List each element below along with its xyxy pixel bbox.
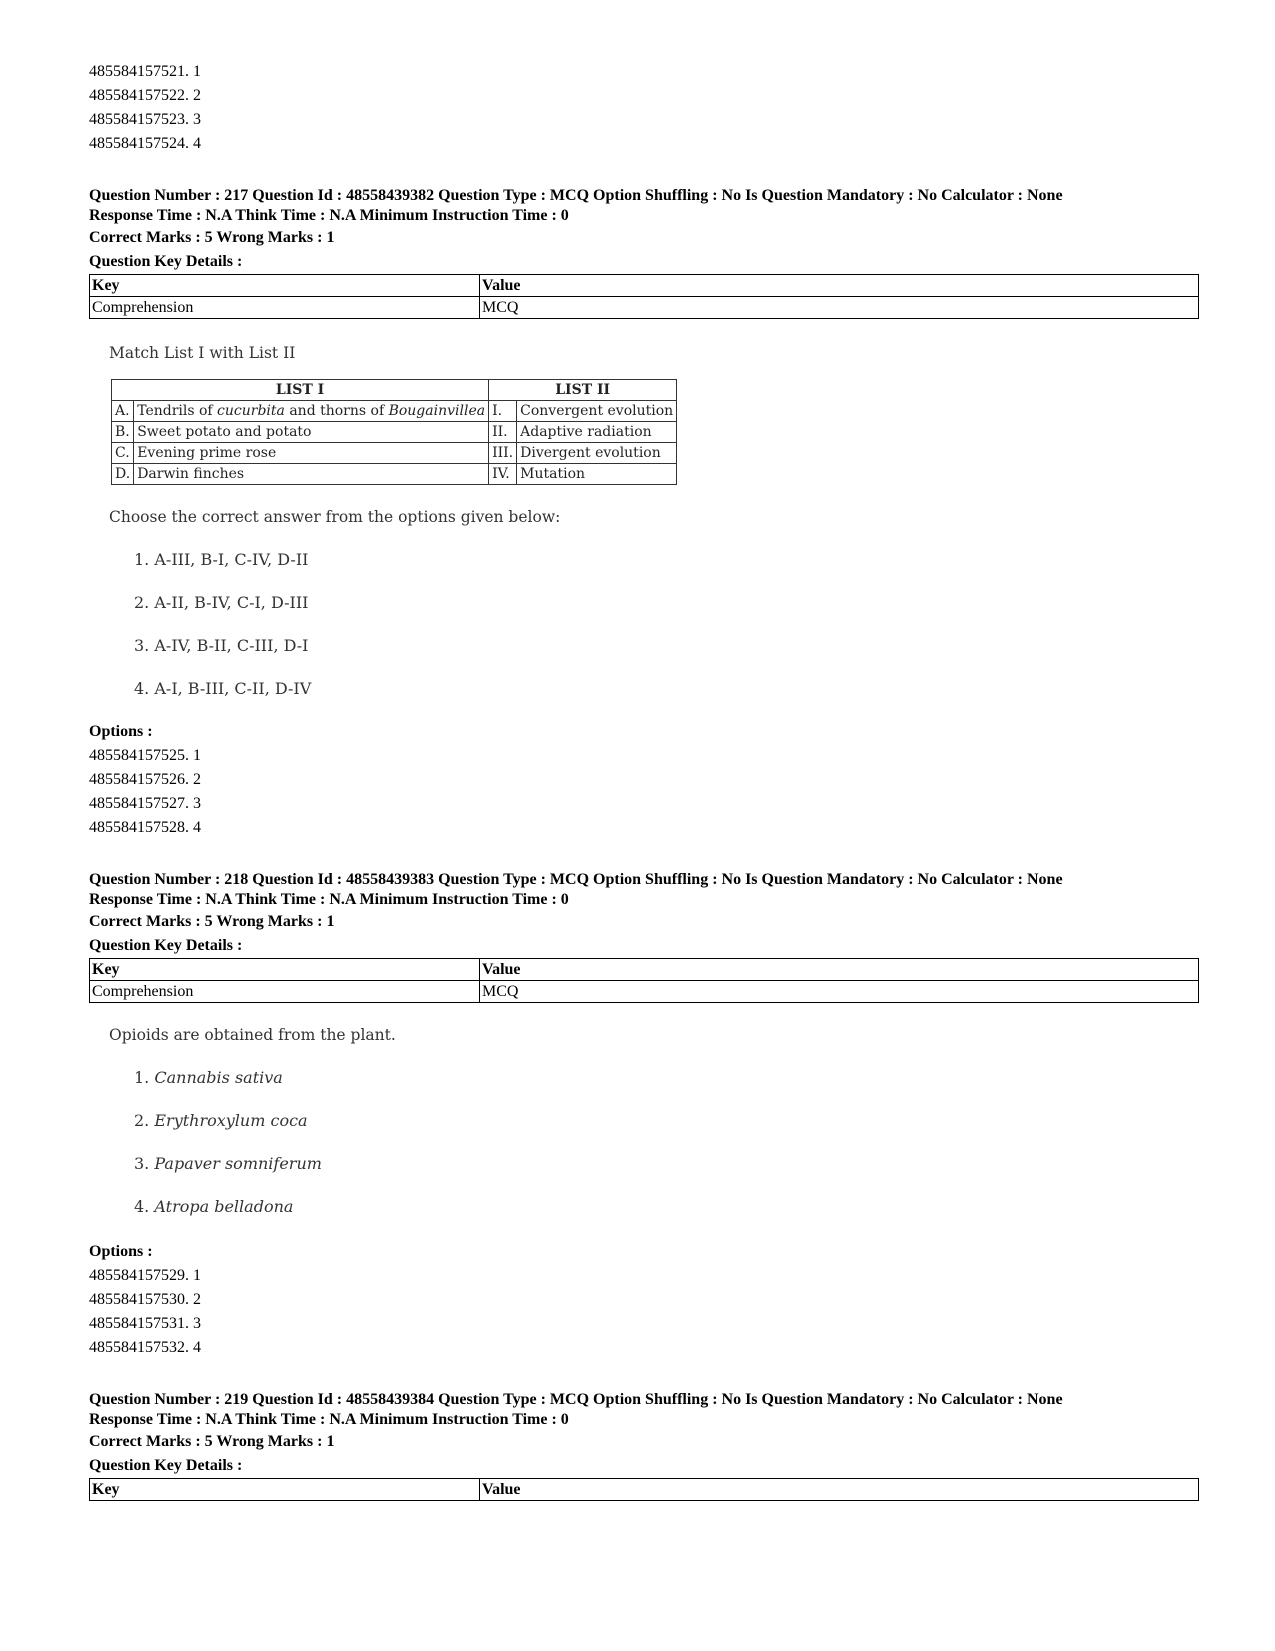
choice-item: 4. A-I, B-III, C-II, D-IV [134,679,312,698]
question-meta-line2: Response Time : N.A Think Time : N.A Minimum Instruction Time : 0 [89,207,569,224]
list1-item: Sweet potato and potato [134,422,489,443]
previous-options-list [89,60,1199,156]
row-roman: II. [489,422,517,443]
spacer [89,156,1199,186]
question-image [89,341,1199,702]
key-details-table [89,274,1199,319]
option-line: 485584157525. 1 [89,747,201,764]
list2-header: LIST II [489,380,677,401]
marks-line: Correct Marks : 5 Wrong Marks : 1 [89,1433,335,1450]
spacer [89,1360,1199,1390]
question-217 [89,186,1199,840]
list1-header: LIST I [112,380,489,401]
row-roman: IV. [489,464,517,485]
options-label: Options : [89,1243,153,1260]
choice-item: 1. A-III, B-I, C-IV, D-II [134,550,309,569]
match-list-table [111,379,677,485]
header-value: Value [480,959,1199,981]
table-row [112,464,677,485]
option-line: 485584157528. 4 [89,819,201,836]
row-letter: C. [112,443,134,464]
question-meta-line1: Question Number : 217 Question Id : 48558439382 Question Type : MCQ Option Shuffling : No Is Question Mandatory : No Calculator : None [89,187,1063,204]
question-stem: Opioids are obtained from the plant. [109,1026,396,1044]
question-meta-line2: Response Time : N.A Think Time : N.A Minimum Instruction Time : 0 [89,891,569,908]
option-line: 485584157531. 3 [89,1315,201,1332]
table-row [112,443,677,464]
choice-item: 2. A-II, B-IV, C-I, D-III [134,593,309,612]
option-line: 485584157526. 2 [89,771,201,788]
option-line: 485584157521. 1 [89,63,201,80]
list1-item: Tendrils of cucurbita and thorns of Bougainvillea [134,401,489,422]
row-letter: B. [112,422,134,443]
table-header-row [90,275,1199,297]
option-line: 485584157532. 4 [89,1339,201,1356]
row-letter: D. [112,464,134,485]
list2-item: Adaptive radiation [517,422,677,443]
key-details-label: Question Key Details : [89,1457,243,1474]
header-value: Value [480,275,1199,297]
question-image [89,1023,1199,1220]
option-line: 485584157524. 4 [89,135,201,152]
header-key: Key [90,275,480,297]
option-line: 485584157530. 2 [89,1291,201,1308]
list1-item: Darwin finches [134,464,489,485]
list2-item: Mutation [517,464,677,485]
choice-item: 3. A-IV, B-II, C-III, D-I [134,636,309,655]
row-letter: A. [112,401,134,422]
table-header-row [90,1479,1199,1501]
list2-item: Convergent evolution [517,401,677,422]
option-line: 485584157522. 2 [89,87,201,104]
choice-item: 1. Cannabis sativa [134,1068,283,1087]
choice-item: 3. Papaver somniferum [134,1154,322,1173]
list1-item: Evening prime rose [134,443,489,464]
marks-line: Correct Marks : 5 Wrong Marks : 1 [89,913,335,930]
question-meta-line1: Question Number : 219 Question Id : 48558439384 Question Type : MCQ Option Shuffling : No Is Question Mandatory : No Calculator : None [89,1391,1063,1408]
spacer [89,840,1199,870]
header-key: Key [90,959,480,981]
cell-value: MCQ [480,981,1199,1003]
question-meta-line2: Response Time : N.A Think Time : N.A Minimum Instruction Time : 0 [89,1411,569,1428]
options-label: Options : [89,723,153,740]
key-details-label: Question Key Details : [89,253,243,270]
marks-line: Correct Marks : 5 Wrong Marks : 1 [89,229,335,246]
key-details-table [89,958,1199,1003]
option-line: 485584157523. 3 [89,111,201,128]
option-line: 485584157527. 3 [89,795,201,812]
key-details-label: Question Key Details : [89,937,243,954]
key-details-table [89,1478,1199,1501]
cell-key: Comprehension [90,981,480,1003]
header-key: Key [90,1479,480,1501]
row-roman: III. [489,443,517,464]
table-header-row [90,959,1199,981]
question-218 [89,870,1199,1360]
row-roman: I. [489,401,517,422]
choose-instruction: Choose the correct answer from the options given below: [109,508,561,526]
header-value: Value [480,1479,1199,1501]
choice-item: 4. Atropa belladona [134,1197,294,1216]
question-meta-line1: Question Number : 218 Question Id : 48558439383 Question Type : MCQ Option Shuffling : No Is Question Mandatory : No Calculator : None [89,871,1063,888]
cell-key: Comprehension [90,297,480,319]
table-row [90,297,1199,319]
table-row [90,981,1199,1003]
question-219 [89,1390,1199,1501]
match-list-header [112,380,677,401]
table-row [112,422,677,443]
list2-item: Divergent evolution [517,443,677,464]
option-line: 485584157529. 1 [89,1267,201,1284]
question-stem: Match List I with List II [109,344,296,362]
document-page [89,60,1199,1501]
table-row [112,401,677,422]
choice-item: 2. Erythroxylum coca [134,1111,308,1130]
cell-value: MCQ [480,297,1199,319]
